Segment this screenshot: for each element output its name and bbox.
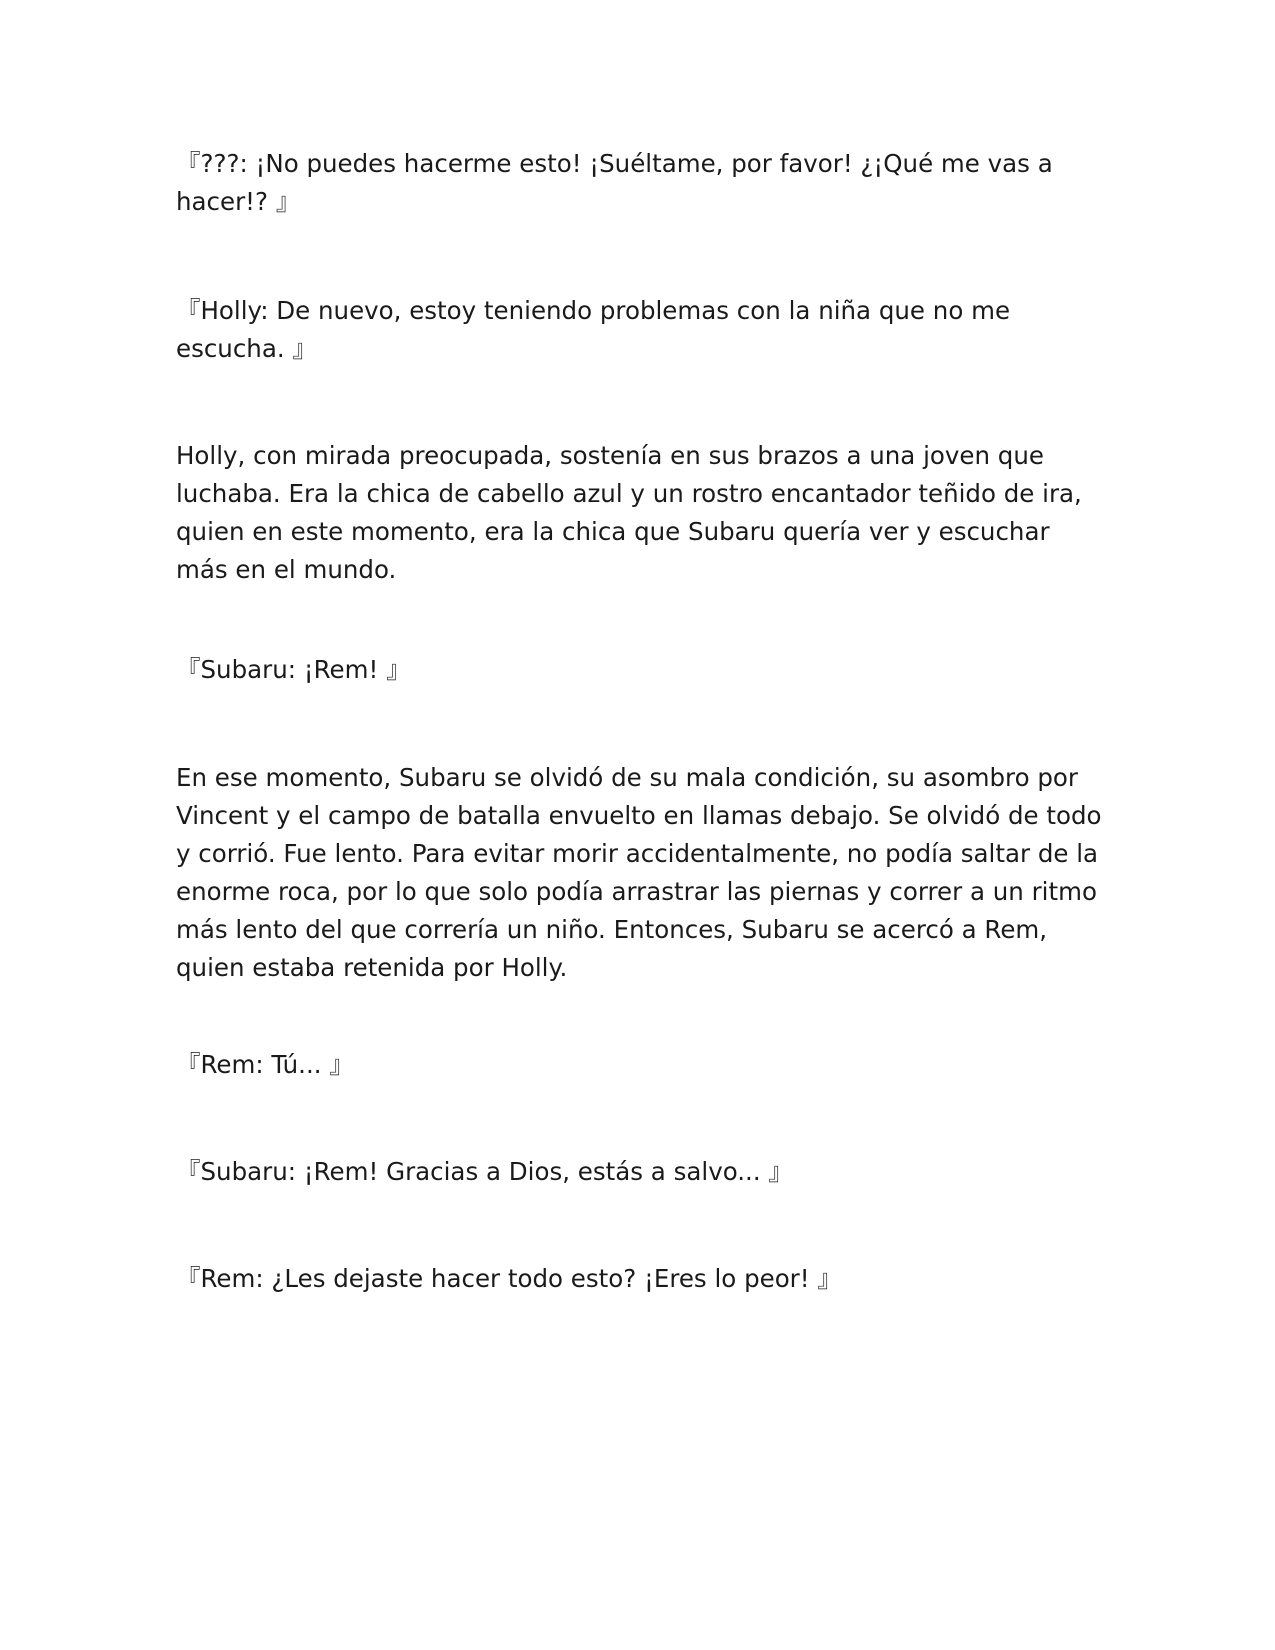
dialogue-paragraph: 『???: ¡No puedes hacerme esto! ¡Suéltame, por favor! ¿¡Qué me vas a hacer!? 』 <box>176 149 1053 216</box>
narration-paragraph: En ese momento, Subaru se olvidó de su mala condición, su asombro por Vincent y el campo de batalla envuelto en llamas debajo. Se olvidó de todo y corrió. Fue lento. Para evitar morir accidentalmente, no podía saltar de la enorme roca, por lo que solo podía arrastrar las piernas y correr a un ritmo más lento del que correría un niño. Entonces, Subaru se acercó a Rem, quien estaba retenida por Holly. <box>176 763 1102 982</box>
dialogue-paragraph: 『Rem: ¿Les dejaste hacer todo esto? ¡Eres lo peor! 』 <box>176 1264 842 1293</box>
dialogue-paragraph: 『Holly: De nuevo, estoy teniendo problemas con la niña que no me escucha. 』 <box>176 296 1011 363</box>
dialogue-paragraph: 『Rem: Tú... 』 <box>176 1050 354 1079</box>
dialogue-paragraph: 『Subaru: ¡Rem! 』 <box>176 655 411 684</box>
narration-paragraph: Holly, con mirada preocupada, sostenía en sus brazos a una joven que luchaba. Era la chica de cabello azul y un rostro encantador teñido de ira, quien en este momento, era la chica que Subaru quería ver y escuchar más en el mundo. <box>176 441 1082 584</box>
dialogue-paragraph: 『Subaru: ¡Rem! Gracias a Dios, estás a salvo... 』 <box>176 1157 793 1186</box>
